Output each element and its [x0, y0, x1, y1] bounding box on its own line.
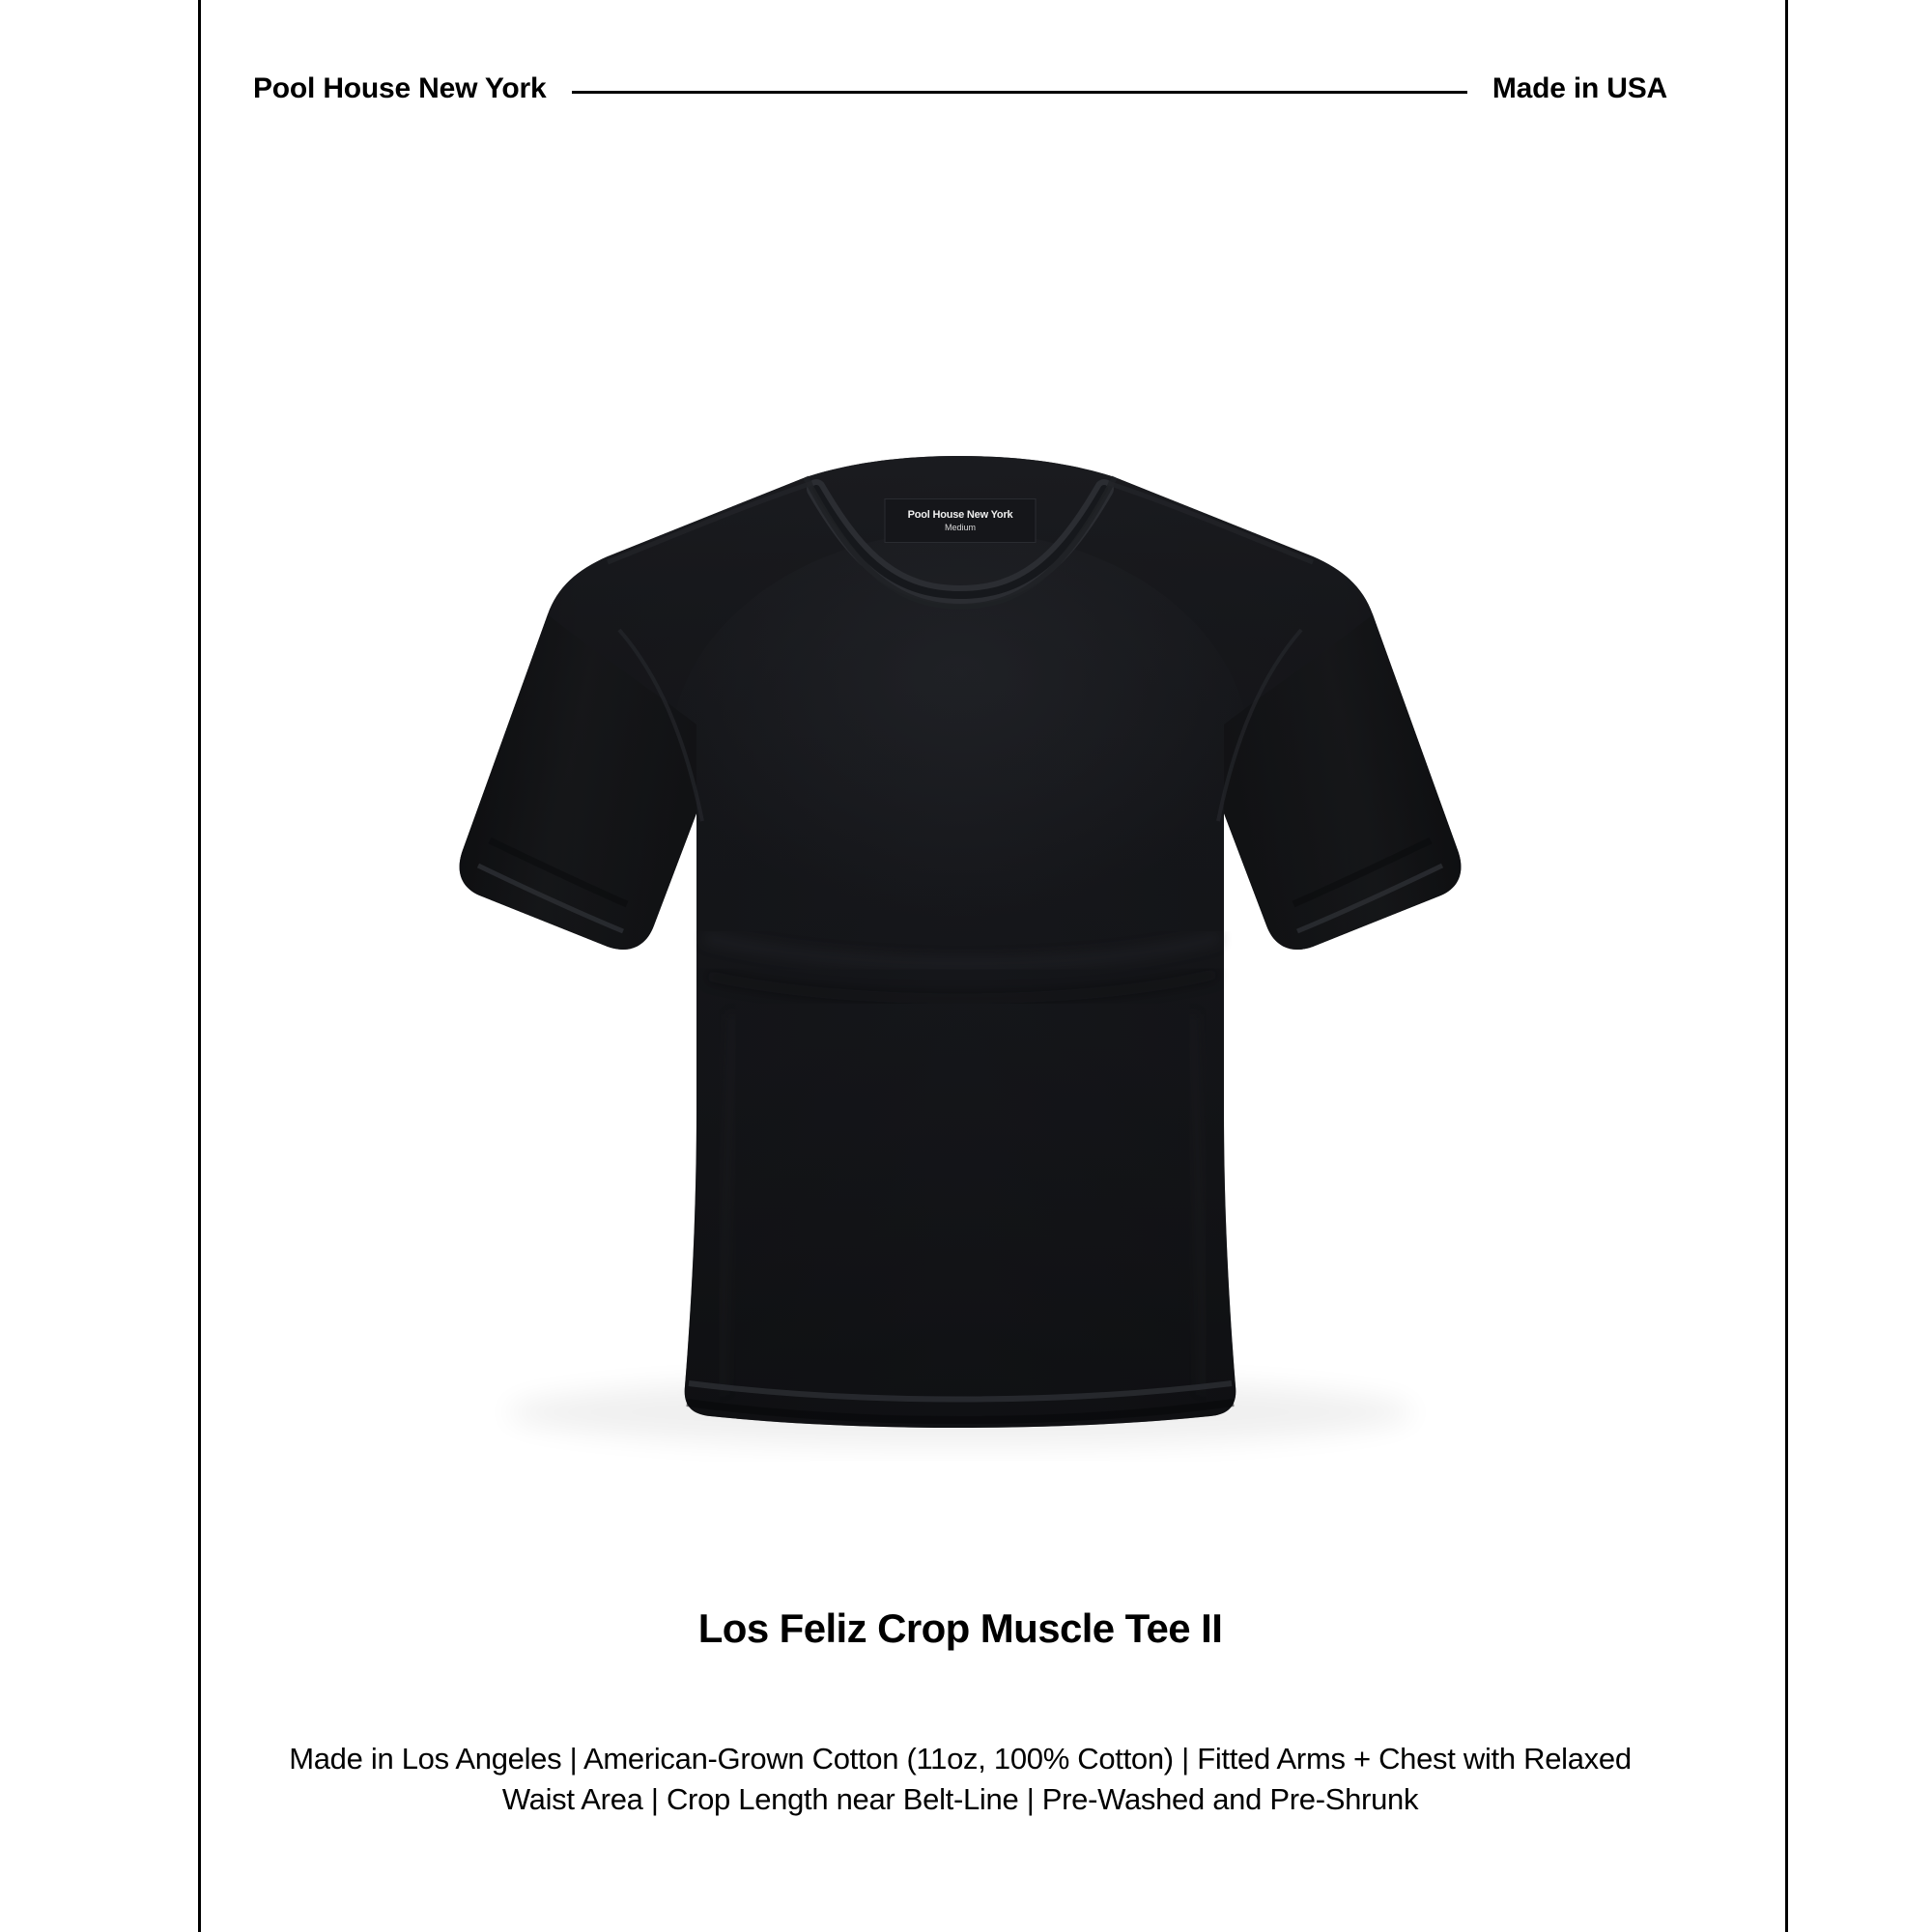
header-divider-line — [572, 91, 1467, 94]
right-frame-rule — [1785, 0, 1788, 1932]
left-frame-rule — [198, 0, 201, 1932]
neck-label-size: Medium — [944, 522, 976, 532]
neck-label-brand: Pool House New York — [907, 508, 1013, 521]
product-title: Los Feliz Crop Muscle Tee II — [697, 1605, 1223, 1651]
page-header — [253, 70, 1667, 108]
brand-name: Pool House New York — [253, 72, 547, 104]
neck-label — [885, 498, 1037, 543]
product-description: Made in Los Angeles | American-Grown Cotton (11oz, 100% Cotton) | Fitted Arms + Chest with Relaxed Waist Area | Crop Length near Belt-Line | Pre-Washed and Pre-Shrunk — [289, 1742, 1632, 1817]
made-in-label: Made in USA — [1492, 72, 1667, 104]
tshirt-illustration — [318, 435, 1603, 1517]
product-image-area — [253, 406, 1667, 1526]
